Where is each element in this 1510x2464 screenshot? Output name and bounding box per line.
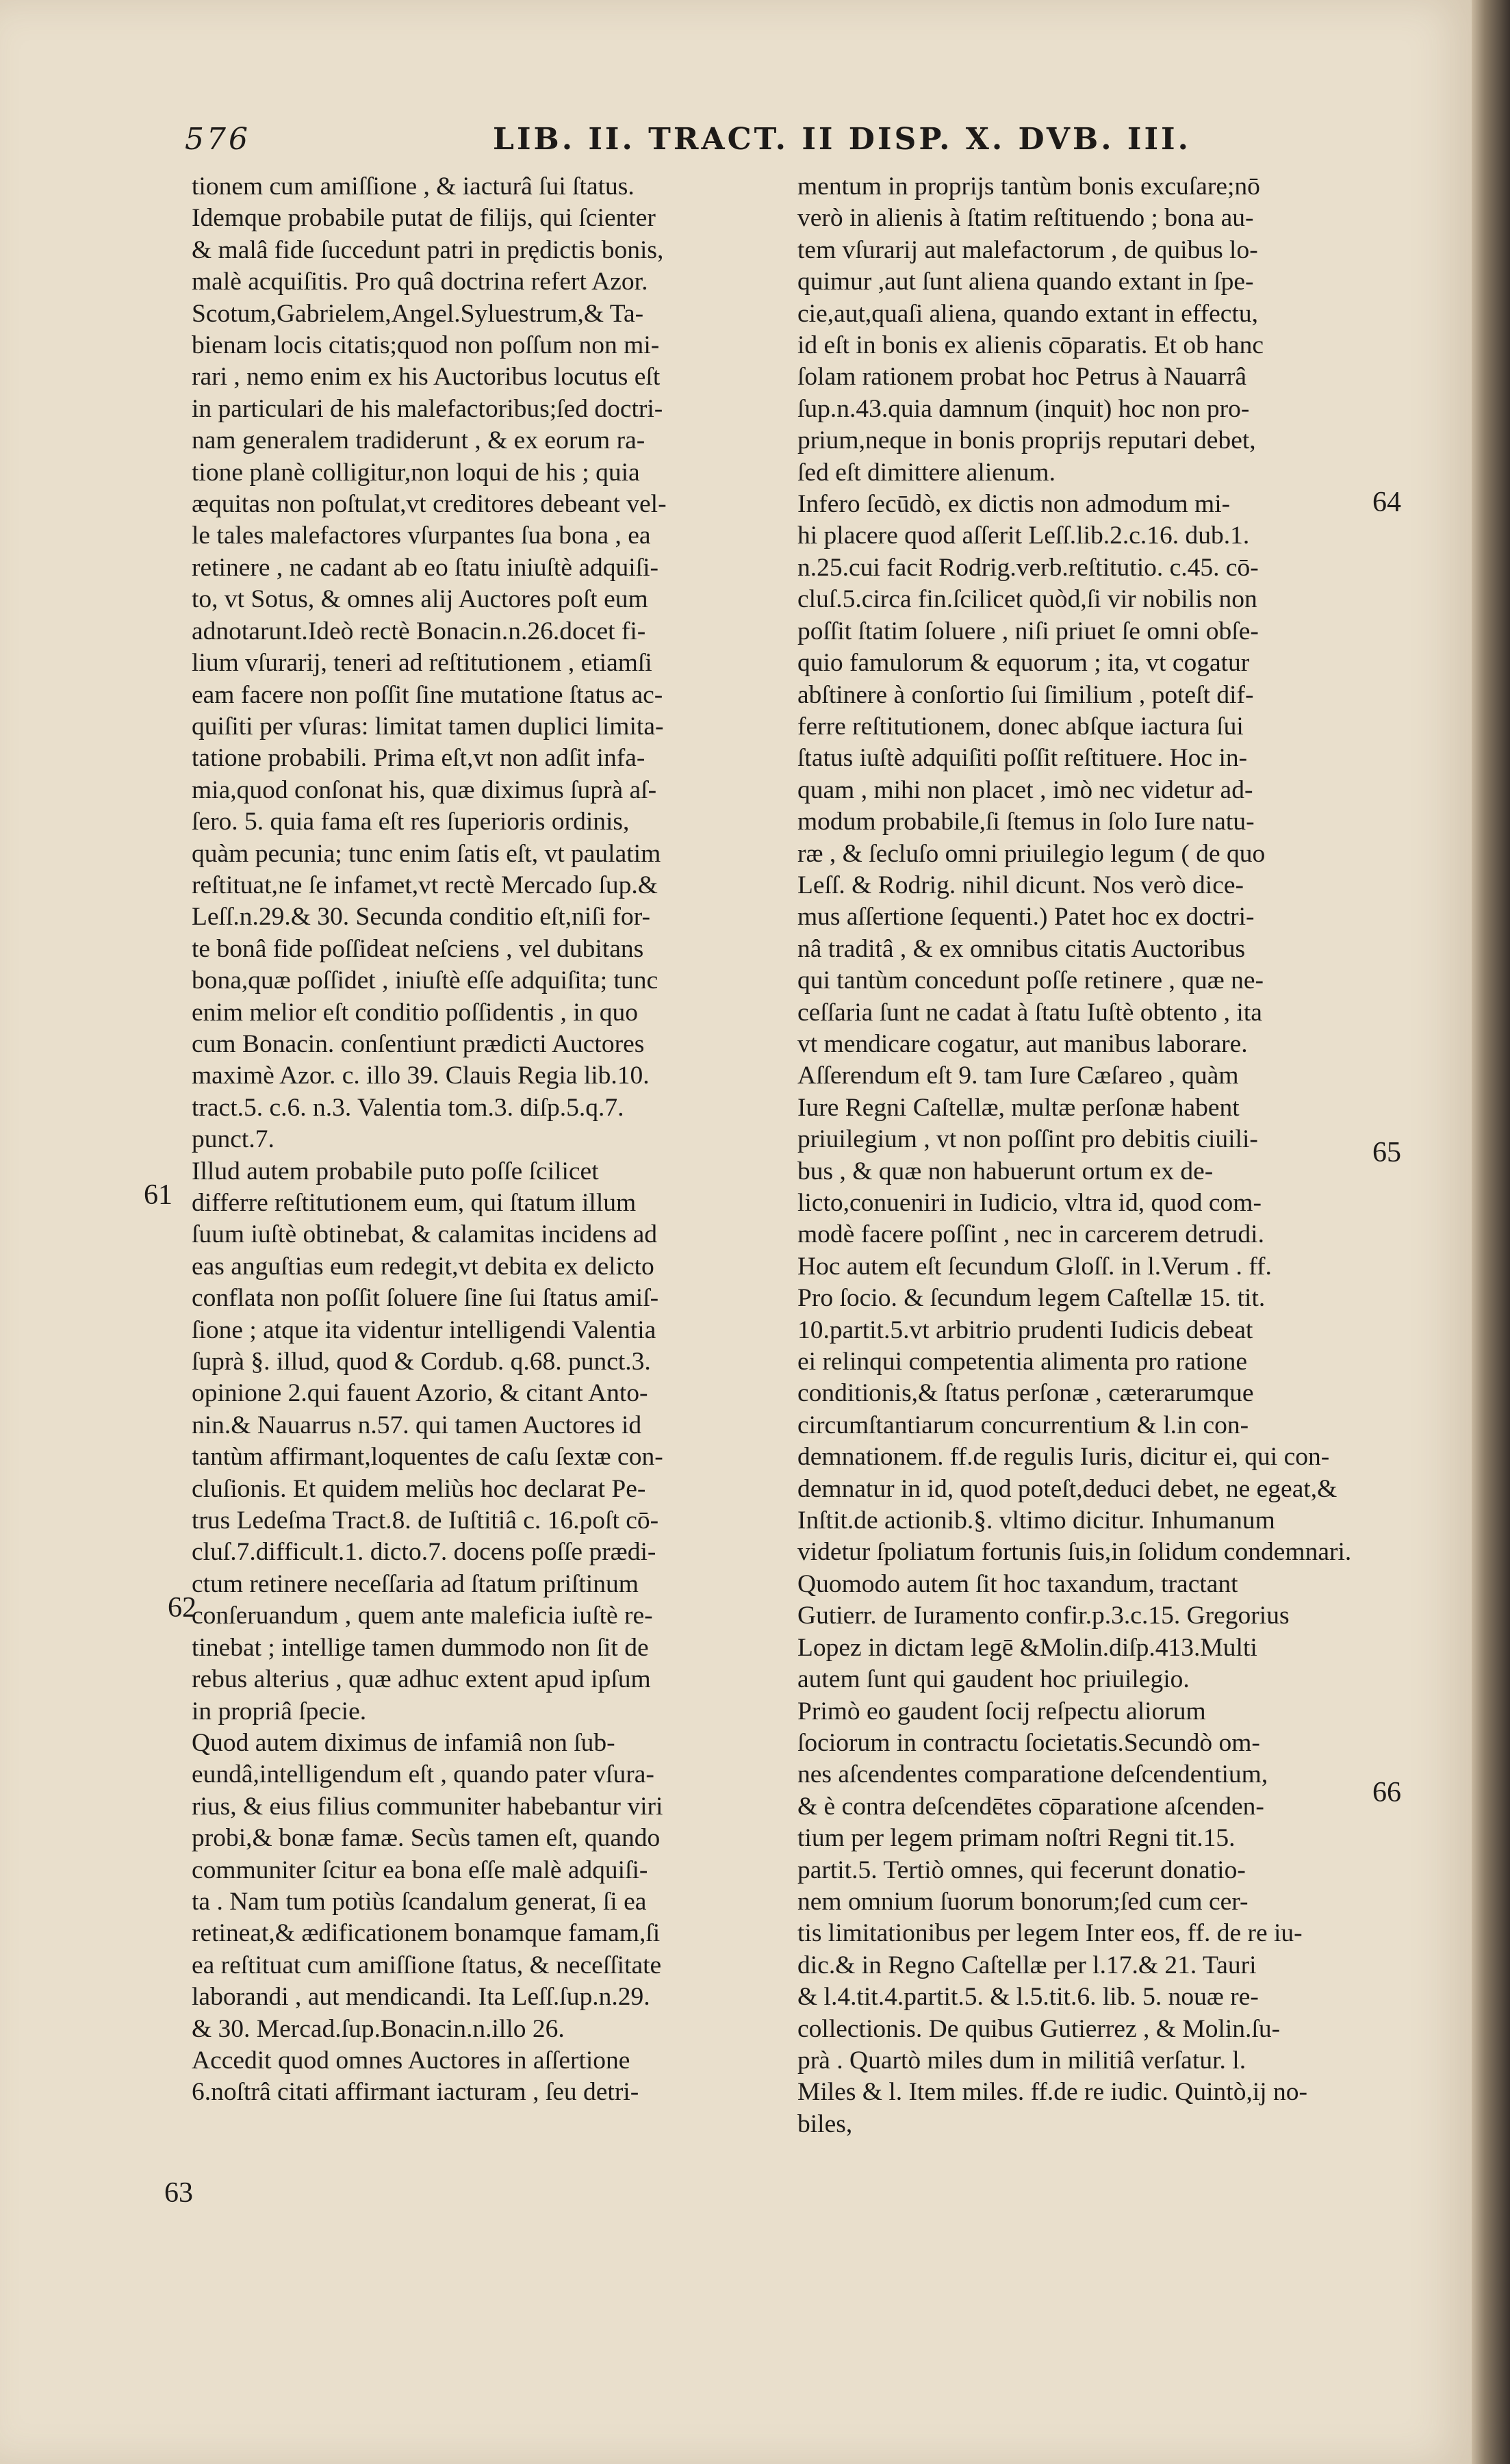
text-line: Quomodo autem ſit hoc taxandum, tractant	[797, 1569, 1238, 1598]
text-line: n.25.cui facit Rodrig.verb.reſtitutio. c.45. cō-	[797, 553, 1259, 582]
text-line: punct.7.	[192, 1125, 274, 1154]
text-line: collectionis. De quibus Gutierrez , & Molin.ſu-	[797, 2014, 1281, 2043]
text-line: bus , & quæ non habuerunt ortum ex de-	[797, 1157, 1214, 1185]
text-line: Pro ſocio. & ſecundum legem Caſtellæ 15. tit.	[797, 1284, 1266, 1313]
text-line: Leſſ.n.29.& 30. Secunda conditio eſt,niſi for-	[192, 903, 650, 932]
text-line: retinere , ne cadant ab eo ſtatu iniuſtè adquiſi-	[192, 553, 659, 582]
text-line: ſero. 5. quia fama eſt res ſuperioris ordinis,	[192, 808, 630, 836]
text-line: qui tantùm concedunt poſſe retinere , quæ ne-	[797, 966, 1264, 995]
text-line: rebus alterius , quæ adhuc extent apud ipſum	[192, 1665, 651, 1694]
text-line: maximè Azor. c. illo 39. Clauis Regia lib.10.	[192, 1062, 650, 1090]
text-line: trus Ledeſma Tract.8. de Iuſtitiâ c. 16.poſt cō-	[192, 1506, 659, 1535]
text-line: nâ traditâ , & ex omnibus citatis Auctoribus	[797, 934, 1246, 963]
text-line: le tales malefactores vſurpantes ſua bona , ea	[192, 522, 651, 550]
text-line: prà . Quartò miles dum in militiâ verſatur. l.	[797, 2046, 1246, 2075]
text-line: mus aſſertione ſequenti.) Patet hoc ex doctri-	[797, 903, 1255, 932]
text-line: ræ , & ſecluſo omni priuilegio legum ( de quo	[797, 839, 1266, 868]
text-line: ſuum iuſtè obtinebat, & calamitas incidens ad	[192, 1220, 658, 1249]
text-line: ſed eſt dimittere alienum.	[797, 458, 1055, 487]
text-line: autem ſunt qui gaudent hoc priuilegio.	[797, 1665, 1190, 1694]
text-line: Aſſerendum eſt 9. tam Iure Cæſareo , quàm	[797, 1062, 1239, 1090]
text-line: mentum in proprijs tantùm bonis excuſare;nō	[797, 172, 1260, 201]
text-line: communiter ſcitur ea bona eſſe malè adquiſi-	[192, 1856, 648, 1884]
text-line: prium,neque in bonis proprijs reputari debet,	[797, 426, 1256, 455]
text-line: Scotum,Gabrielem,Angel.Syluestrum,& Ta-	[192, 299, 644, 328]
text-line: Idemque probabile putat de filijs, qui ſcienter	[192, 204, 656, 233]
text-line: vt mendicare cogatur, aut manibus laborare.	[797, 1029, 1248, 1058]
text-line: quimur ,aut ſunt aliena quando extant in ſpe-	[797, 268, 1254, 296]
text-line: tantùm affirmant,loquentes de caſu ſextæ con-	[192, 1443, 663, 1472]
margin-number-66: 66	[1372, 1777, 1401, 1808]
text-line: ſione ; atque ita videntur intelligendi Valentia	[192, 1316, 656, 1344]
text-line: rius, & eius filius communiter habebantur viri	[192, 1792, 663, 1821]
text-line: to, vt Sotus, & omnes alij Auctores poſt eum	[192, 585, 648, 614]
text-line: licto,conueniri in Iudicio, vltra id, quod com-	[797, 1189, 1262, 1217]
text-line: cluſionis. Et quidem meliùs hoc declarat Pe-	[192, 1474, 646, 1503]
margin-number-64: 64	[1372, 487, 1401, 518]
text-line: cum Bonacin. conſentiunt prædicti Auctores	[192, 1029, 645, 1058]
text-line: Hoc autem eſt ſecundum Gloſſ. in l.Verum . ff.	[797, 1252, 1272, 1281]
text-line: ei relinqui competentia alimenta pro ratione	[797, 1348, 1248, 1376]
text-line: tione planè colligitur,non loqui de his ; quia	[192, 458, 640, 487]
text-line: priuilegium , vt non poſſint pro debitis ciuili-	[797, 1125, 1258, 1154]
text-line: eam facere non poſſit ſine mutatione ſtatus ac-	[192, 680, 663, 709]
text-line: hi placere quod aſſerit Leſſ.lib.2.c.16. dub.1.	[797, 522, 1250, 550]
text-line: differre reſtitutionem eum, qui ſtatum illum	[192, 1189, 637, 1217]
text-line: Illud autem probabile puto poſſe ſcilicet	[192, 1157, 599, 1185]
text-line: laborandi , aut mendicandi. Ita Leſſ.ſup.n.29.	[192, 1983, 650, 2012]
text-line: biles,	[797, 2109, 853, 2138]
text-line: retineat,& ædificationem bonamque famam,ſi	[192, 1919, 661, 1948]
text-line: demnationem. ff.de regulis Iuris, dicitur ei, qui con-	[797, 1443, 1330, 1472]
text-line: tinebat ; intellige tamen dummodo non ſit de	[192, 1633, 649, 1662]
text-line: nes aſcendentes comparatione deſcendentium,	[797, 1760, 1268, 1789]
text-line: id eſt in bonis ex alienis cōparatis. Et ob hanc	[797, 331, 1264, 360]
text-line: Accedit quod omnes Auctores in aſſertione	[192, 2046, 630, 2075]
text-line: in propriâ ſpecie.	[192, 1697, 367, 1725]
text-line: enim melior eſt conditio poſſidentis , in quo	[192, 998, 639, 1027]
text-line: & è contra deſcendētes cōparatione aſcenden-	[797, 1792, 1264, 1821]
text-line: & l.4.tit.4.partit.5. & l.5.tit.6. lib. 5. nouæ re-	[797, 1983, 1259, 2012]
text-line: mia,quod conſonat his, quæ diximus ſuprà aſ-	[192, 775, 657, 804]
page-header	[185, 122, 1376, 170]
text-line: quàm pecunia; tunc enim ſatis eſt, vt paulatim	[192, 839, 661, 868]
text-line: modum probabile,ſi ſtemus in ſolo Iure natu-	[797, 808, 1255, 836]
text-line: & 30. Mercad.ſup.Bonacin.n.illo 26.	[192, 2014, 565, 2043]
text-line: demnatur in id, quod poteſt,deduci debet, ne egeat,&	[797, 1474, 1338, 1503]
text-line: malè acquiſitis. Pro quâ doctrina refert Azor.	[192, 268, 648, 296]
text-line: dic.& in Regno Caſtellæ per l.17.& 21. Tauri	[797, 1951, 1257, 1979]
margin-number-61: 61	[144, 1179, 172, 1211]
text-line: 6.noſtrâ citati affirmant iacturam , ſeu detri-	[192, 2078, 639, 2107]
text-line: bona,quæ poſſidet , iniuſtè eſſe adquiſita; tunc	[192, 966, 658, 995]
text-line: ferre reſtitutionem, donec abſque iactura ſui	[797, 712, 1244, 741]
text-line: ceſſaria ſunt ne cadat à ſtatu Iuſtè obtento , ita	[797, 998, 1262, 1027]
text-line: Iure Regni Caſtellæ, multæ perſonæ habent	[797, 1093, 1240, 1122]
text-line: bienam locis citatis;quod non poſſum non mi-	[192, 331, 660, 360]
text-line: tionem cum amiſſione , & iacturâ ſui ſtatus.	[192, 172, 635, 201]
text-line: nam generalem tradiderunt , & ex eorum ra-	[192, 426, 645, 455]
text-line: quiſiti per vſuras: limitat tamen duplici limita-	[192, 712, 664, 741]
text-line: Lopez in dictam legē &Molin.diſp.413.Multi	[797, 1633, 1257, 1662]
text-line: probi,& bonæ famæ. Secùs tamen eſt, quando	[192, 1824, 661, 1853]
text-line: modè facere poſſint , nec in carcerem detrudi.	[797, 1220, 1264, 1249]
text-line: tium per legem primam noſtri Regni tit.15.	[797, 1824, 1236, 1853]
text-line: partit.5. Tertiò omnes, qui fecerunt donatio-	[797, 1856, 1246, 1884]
text-line: quam , mihi non placet , imò nec videtur ad-	[797, 775, 1253, 804]
text-line: tract.5. c.6. n.3. Valentia tom.3. diſp.5.q.7.	[192, 1093, 624, 1122]
text-line: cie,aut,quaſi aliena, quando extant in effectu,	[797, 299, 1258, 328]
text-line: lium vſurarij, teneri ad reſtitutionem , etiamſi	[192, 649, 652, 678]
text-line: ſociorum in contractu ſocietatis.Secundò om-	[797, 1728, 1260, 1757]
left-column	[192, 171, 760, 2109]
margin-number-63: 63	[164, 2177, 193, 2209]
text-line: abſtinere à conſortio ſui ſimilium , poteſt dif-	[797, 680, 1254, 709]
page-edge	[1472, 0, 1510, 2464]
text-line: poſſit ſtatim ſoluere , niſi priuet ſe omni obſe-	[797, 617, 1259, 645]
text-line: Primò eo gaudent ſocij reſpectu aliorum	[797, 1697, 1206, 1725]
text-line: verò in alienis à ſtatim reſtituendo ; bona au-	[797, 204, 1254, 233]
text-line: Gutierr. de Iuramento confir.p.3.c.15. Gregorius	[797, 1602, 1290, 1630]
text-line: quio famulorum & equorum ; ita, vt cogatur	[797, 649, 1250, 678]
text-line: ſup.n.43.quia damnum (inquit) hoc non pro-	[797, 394, 1250, 423]
text-line: eas anguſtias eum redegit,vt debita ex delicto	[192, 1252, 654, 1281]
text-line: cluſ.7.difficult.1. dicto.7. docens poſſe prædi-	[192, 1538, 656, 1567]
text-line: ctum retinere neceſſaria ad ſtatum priſtinum	[192, 1569, 639, 1598]
text-line: tem vſurarij aut malefactorum , de quibus lo-	[797, 235, 1258, 264]
text-line: Leſſ. & Rodrig. nihil dicunt. Nos verò dice-	[797, 871, 1244, 899]
page-number: 576	[185, 122, 251, 157]
running-title: LIB. II. TRACT. II DISP. X. DVB. III.	[493, 122, 1191, 157]
margin-number-62: 62	[168, 1592, 196, 1624]
text-line: conſeruandum , quem ante maleficia iuſtè re-	[192, 1602, 653, 1630]
text-line: reſtituat,ne ſe infamet,vt rectè Mercado ſup.&	[192, 871, 658, 899]
text-line: Inſtit.de actionib.§. vltimo dicitur. Inhumanum	[797, 1506, 1275, 1535]
text-line: circumſtantiarum concurrentium & l.in con-	[797, 1411, 1249, 1439]
text-line: videtur ſpoliatum fortunis ſuis,in ſolidum condemnari.	[797, 1538, 1352, 1567]
margin-number-65: 65	[1372, 1137, 1401, 1168]
text-line: adnotarunt.Ideò rectè Bonacin.n.26.docet fi-	[192, 617, 646, 645]
right-column	[797, 171, 1366, 2140]
text-line: nin.& Nauarrus n.57. qui tamen Auctores id	[192, 1411, 642, 1439]
text-line: 10.partit.5.vt arbitrio prudenti Iudicis debeat	[797, 1316, 1253, 1344]
text-line: æquitas non poſtulat,vt creditores debeant vel-	[192, 490, 667, 519]
text-line: rari , nemo enim ex his Auctoribus locutus eſt	[192, 363, 661, 392]
text-line: eundâ,intelligendum eſt , quando pater vſura-	[192, 1760, 654, 1789]
text-line: Miles & l. Item miles. ff.de re iudic. Quintò,ij no-	[797, 2078, 1308, 2107]
text-line: & malâ fide ſuccedunt patri in prędictis bonis,	[192, 235, 664, 264]
text-line: ſtatus iuſtè adquiſiti poſſit reſtituere. Hoc in-	[797, 744, 1248, 773]
text-line: conditionis,& ſtatus perſonæ , cæterarumque	[797, 1379, 1254, 1408]
text-line: ſuprà §. illud, quod & Cordub. q.68. punct.3.	[192, 1348, 651, 1376]
text-line: tatione probabili. Prima eſt,vt non adſit infa-	[192, 744, 645, 773]
text-line: ea reſtituat cum amiſſione ſtatus, & neceſſitate	[192, 1951, 662, 1979]
text-line: conflata non poſſit ſoluere ſine ſui ſtatus amiſ-	[192, 1284, 659, 1313]
text-line: tis limitationibus per legem Inter eos, ff. de re iu-	[797, 1919, 1303, 1948]
text-line: in particulari de his malefactoribus;ſed doctri-	[192, 394, 663, 423]
text-line: Infero ſecūdò, ex dictis non admodum mi-	[797, 490, 1231, 519]
text-line: opinione 2.qui fauent Azorio, & citant Anto-	[192, 1379, 648, 1408]
text-line: te bonâ fide poſſideat neſciens , vel dubitans	[192, 934, 644, 963]
text-line: ſolam rationem probat hoc Petrus à Nauarrâ	[797, 363, 1247, 392]
text-line: nem omnium ſuorum bonorum;ſed cum cer-	[797, 1887, 1249, 1916]
text-line: cluſ.5.circa fin.ſcilicet quòd,ſi vir nobilis non	[797, 585, 1257, 614]
text-line: ta . Nam tum potiùs ſcandalum generat, ſi ea	[192, 1887, 647, 1916]
text-line: Quod autem diximus de infamiâ non ſub-	[192, 1728, 615, 1757]
